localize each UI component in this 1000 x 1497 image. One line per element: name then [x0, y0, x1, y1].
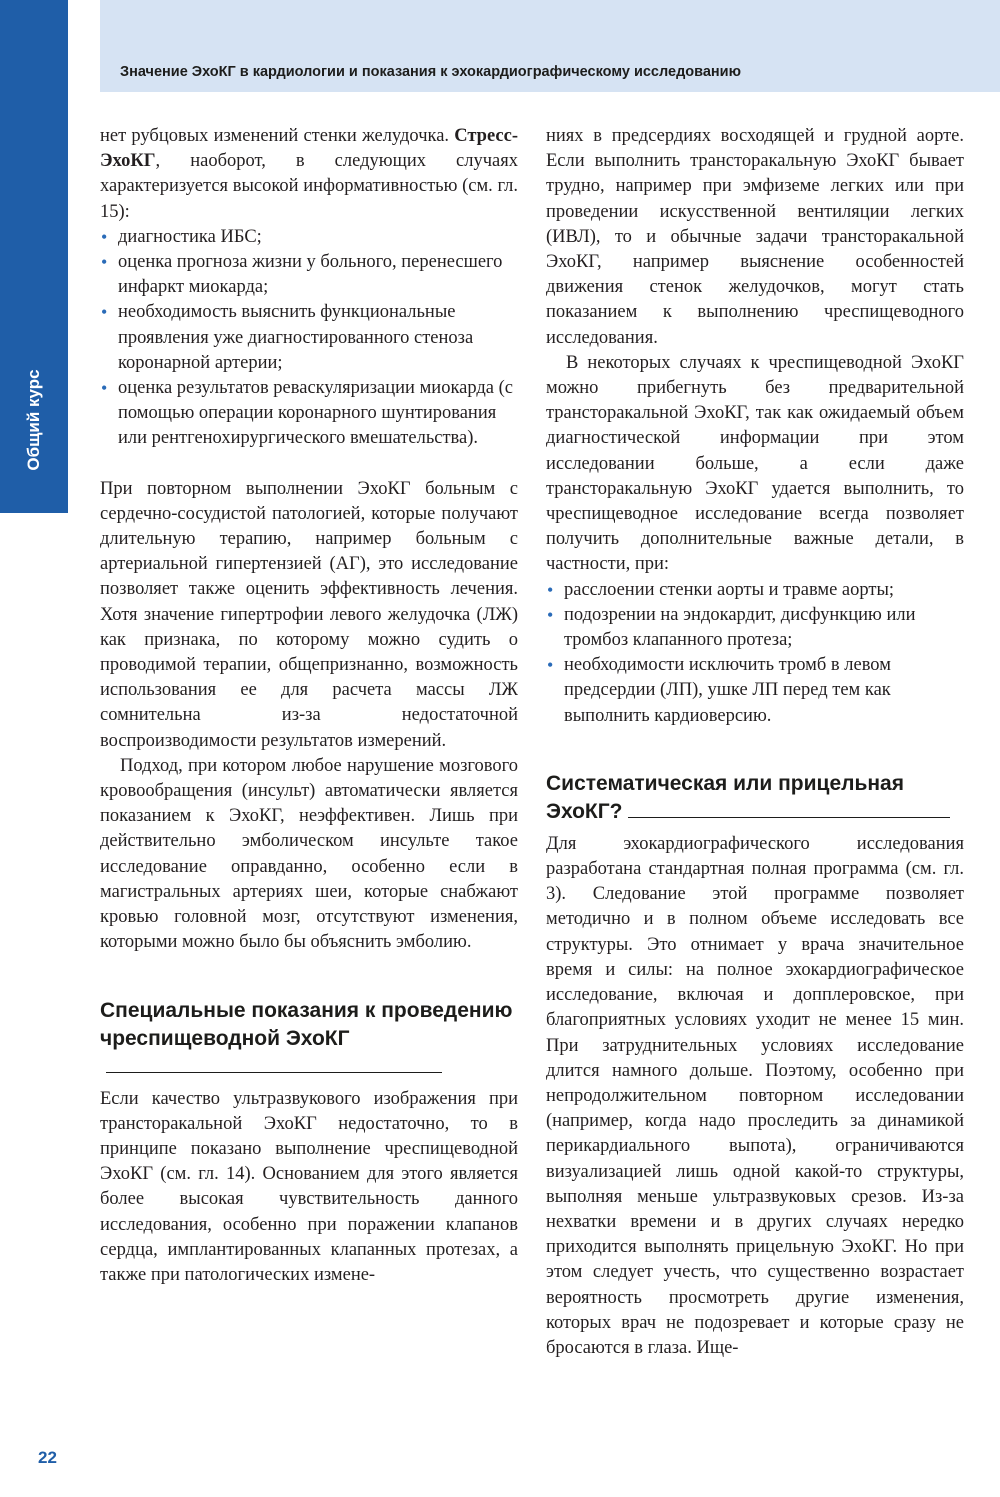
paragraph: Подход, при котором любое нарушение мозгового кровообращения (инсульт) автоматически является показанием к ЭхоКГ, неэффективен. Лишь при действительно эмболическом инсульте такое исследование оправданно, особенно если в магистральных артериях шеи, которые снабжают кровью головной мозг, отсутствуют изменения, которыми можно было бы объяснить эмболию. [100, 755, 518, 953]
list-item-text: подозрении на эндокардит, дисфункцию или тромбоз клапанного протеза; [564, 604, 916, 651]
paragraph: Если качество ультразвукового изображения при трансторакальной ЭхоКГ недостаточно, то в принципе показано выполнение чреспищеводной ЭхоКГ (см. гл. 14). Основанием для этого является более высокая чувствительность данного исследования, особенно при поражении клапанов сердца, имплантированных клапанных протезах, а также при патологических измене- [100, 1088, 518, 1285]
bullet-icon: • [101, 378, 108, 399]
paragraph: При повторном выполнении ЭхоКГ больным с сердечно-сосудистой патологией, которые получают длительную терапию, например больным с артериальной гипертензией (АГ), это исследование позволяет также оценить эффективность лечения. Хотя значение гипертрофии левого желудочка (ЛЖ) как признака, по которому можно судить о проводимой терапии, общепризнанно, возможность использования ее для расчета массы ЛЖ сомнительна из-за недостаточной воспроизводимости результатов измерений. [100, 478, 518, 751]
paragraph-text: , наоборот, в следующих случаях характеризуется высокой информативностью (см. гл. 15): [100, 151, 518, 222]
bullet-icon: • [547, 655, 554, 676]
section-side-tab [0, 0, 68, 513]
list-item-text: расслоении стенки аорты и травме аорты; [564, 579, 895, 600]
bullet-icon: • [547, 579, 554, 600]
list-item [100, 376, 518, 452]
right-column [546, 124, 964, 1361]
section-heading-text: Специальные показания к проведению чреспищеводной ЭхоКГ [100, 998, 513, 1050]
list-item-text: диагностика ИБС; [118, 226, 262, 247]
list-item [100, 250, 518, 300]
list-item [546, 578, 964, 603]
paragraph: ниях в предсердиях восходящей и грудной аорте. Если выполнить трансторакальную ЭхоКГ бывает трудно, например при эмфиземе легких или при проведении искусственной вентиляции легких (ИВЛ), то и обычные задачи трансторакальной ЭхоКГ, например выяснение особенностей движения стенок желудочков, могут стать показанием к выполнению чреспищеводного исследования. [546, 126, 964, 348]
paragraph: В некоторых случаях к чреспищеводной ЭхоКГ можно прибегнуть без предварительной трансторакальной ЭхоКГ, так как ожидаемый объем диагностической информации при этом исследовании больше, а если даже трансторакальную ЭхоКГ удается выполнить, то чреспищеводное исследование всегда позволяет получить дополнительные важные детали, в частности, при: [546, 352, 964, 575]
bullet-icon: • [101, 302, 108, 323]
section-heading [546, 770, 964, 826]
list-item-text: оценка прогноза жизни у больного, перенесшего инфаркт миокарда; [118, 252, 503, 298]
list-item-text: оценка результатов реваскуляризации миокарда (с помощью операции коронарного шунтирования или рентгенохирургического вмешательства). [118, 378, 513, 449]
paragraph: Для эхокардиографического исследования разработана стандартная полная программа (см. гл. 3). Следование этой программе позволяет методично и в полном объеме исследовать все структуры. Это отнимает у врача значительное время и силы: на полное эхокардиографическое исследование, включая и допплеровское, при благоприятных условиях уходит не менее 15 мин. При затруднительных условиях исследование длится намного дольше. Поэтому, особенно при непродолжительном повторном исследовании (например, когда надо проследить за динамикой перикардиального выпота), ограничиваются визуализацией лишь одной какой-то структуры, выполняя меньше ультразвуковых срезов. Из-за нехватки времени и в других случаях нередко приходится выполнять прицельную ЭхоКГ. Но при этом следует учесть, что существенно возрастает вероятность просмотреть другие изменения, которых врач не подозревает и которые сразу не бросаются в глаза. Ище- [546, 833, 964, 1358]
section-heading-text: Систематическая или прицельная ЭхоКГ? [546, 771, 904, 823]
bullet-list [100, 225, 518, 452]
list-item-text: необходимость выяснить функциональные проявления уже диагностированного стеноза коронарной артерии; [118, 302, 474, 373]
bold-term: Стресс-ЭхоКГ [100, 126, 518, 172]
list-item [546, 653, 964, 729]
paragraph [100, 124, 518, 225]
side-tab-label: Общий курс [24, 369, 43, 471]
list-item [100, 300, 518, 376]
bullet-list [546, 578, 964, 729]
list-item-text: необходимости исключить тромб в левом предсердии (ЛП), ушке ЛП перед тем как выполнить кардиоверсию. [564, 655, 891, 726]
paragraph-text: нет рубцовых изменений стенки желудочка. [100, 126, 450, 146]
page-number: 22 [38, 1448, 57, 1467]
section-heading [100, 997, 518, 1081]
heading-rule [628, 816, 950, 818]
list-item [546, 603, 964, 653]
bullet-icon: • [101, 226, 108, 247]
list-item [100, 225, 518, 250]
running-header-title: Значение ЭхоКГ в кардиологии и показания к эхокардиографическому исследованию [120, 64, 741, 80]
bullet-icon: • [547, 604, 554, 625]
bullet-icon: • [101, 252, 108, 273]
heading-rule [106, 1071, 442, 1073]
left-column [100, 124, 518, 1288]
